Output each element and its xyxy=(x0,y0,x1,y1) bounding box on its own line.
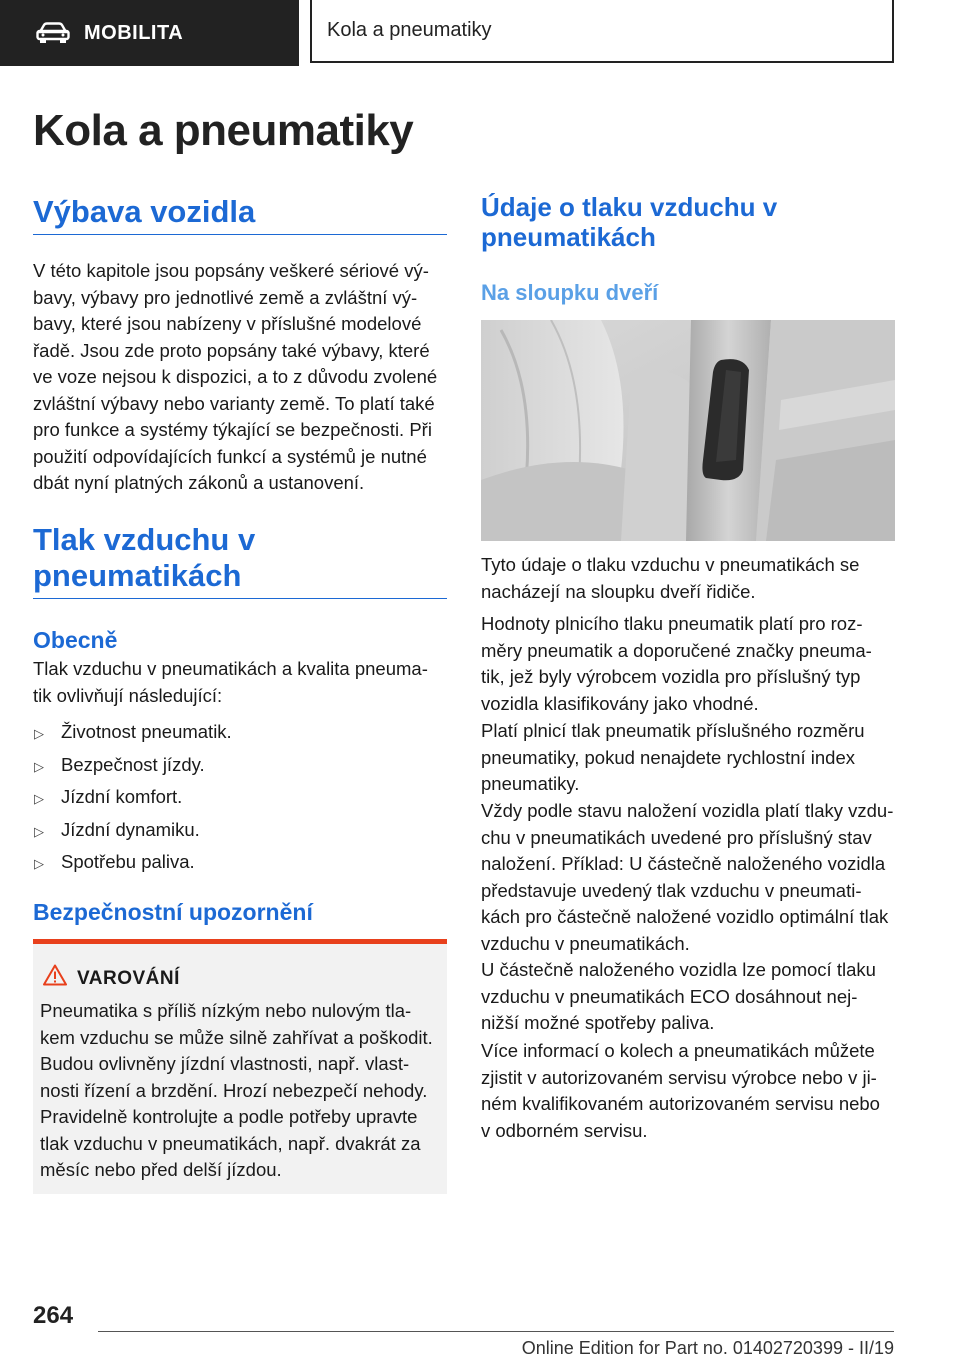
paragraph-3: Platí plnicí tlak pneumatik příslušného rozměru pneumatiky, pokud nenajdete rychlostní index pneumatiky. xyxy=(481,720,865,794)
heading-tlak: Tlak vzduchu v pneumatikách xyxy=(33,522,256,593)
warning-title: VAROVÁNÍ xyxy=(77,968,180,989)
heading-rule xyxy=(33,598,447,599)
section-tab[interactable] xyxy=(0,0,299,66)
heading-rule xyxy=(33,234,447,235)
bullet-triangle-icon: ▷ xyxy=(34,726,44,741)
heading-vybava: Výbava vozidla xyxy=(33,194,256,229)
heading-udaje: Údaje o tlaku vzduchu v pneumatikách xyxy=(481,192,778,252)
door-pillar-photo xyxy=(481,320,895,541)
footer-edition: Online Edition for Part no. 01402720399 - II/19 xyxy=(521,1338,894,1358)
page-title: Kola a pneumatiky xyxy=(33,106,414,155)
bullet-triangle-icon: ▷ xyxy=(34,823,44,839)
section-label: MOBILITA xyxy=(84,21,184,44)
warning-text: Pneumatika s příliš nízkým nebo nulovým tla‐ kem vzduchu se může silně zahřívat a poškodit. Budou ovlivněny jízdní vlastnosti, např. vlast‐ nosti řízení a brzdění. Hrozí nebezpečí nehody. Pravidelně kontrolujte a podle potřeby upravte tlak vzduchu v pneumatikách, např. dvakrát za měsíc nebo před delší jízdou. xyxy=(40,1000,433,1180)
chapter-label: Kola a pneumatiky xyxy=(327,19,492,41)
paragraph-6: Více informací o kolech a pneumatikách můžete zjistit v autorizovaném servisu výrobce nebo v ji‐ ném kvalifikovaném autorizovaném servisu nebo v odborném servisu. xyxy=(481,1040,880,1141)
list-item: ▷ Životnost pneumatik. xyxy=(33,719,447,752)
paragraph-obecne: Tlak vzduchu v pneumatikách a kvalita pneuma‐ tik ovlivňují následující: xyxy=(33,658,428,706)
list-item: ▷ Jízdní dynamiku. xyxy=(33,817,447,850)
warning-triangle-icon xyxy=(43,964,67,986)
heading-obecne: Obecně xyxy=(33,627,118,653)
paragraph-2: Hodnoty plnicího tlaku pneumatik platí pro roz‐ měry pneumatik a doporučené značky pneuma‐ tik, jež byly výrobcem vozidla pro příslušný typ vozidla klasifikovány jako vhodné. xyxy=(481,613,872,714)
bullet-triangle-icon: ▷ xyxy=(34,791,44,806)
bullet-list xyxy=(33,719,447,882)
heading-bezpecnost: Bezpečnostní upozornění xyxy=(33,899,313,925)
heading-sloupek: Na sloupku dveří xyxy=(481,280,659,305)
bullet-triangle-icon: ▷ xyxy=(34,856,44,871)
paragraph-1: Tyto údaje o tlaku vzduchu v pneumatikách se nacházejí na sloupku dveří řidiče. xyxy=(481,554,860,602)
list-item: ▷ Jízdní komfort. xyxy=(33,784,447,817)
paragraph-4: Vždy podle stavu naložení vozidla platí tlaky vzdu‐ chu v pneumatikách uvedené pro příslušný stav naložení. Příklad: U částečně naloženého vozidla představuje uvedený tlak vzduchu v pneumati‐ kách pro částečně naložené vozidlo optimální tlak vzduchu v pneumatikách. xyxy=(481,800,894,954)
paragraph-5: U částečně naloženého vozidla lze pomocí tlaku vzduchu v pneumatikách ECO dosáhnout nej‐ nižší možné spotřeby paliva. xyxy=(481,959,876,1033)
bullet-triangle-icon: ▷ xyxy=(34,758,44,774)
list-item: ▷ Spotřebu paliva. xyxy=(33,849,447,882)
footer-rule xyxy=(98,1331,894,1332)
paragraph-vybava: V této kapitole jsou popsány veškeré sériové vý‐ bavy, výbavy pro jednotlivé země a zvláštní vý‐ bavy, které jsou nabízeny v příslušné modelové řadě. Jsou zde proto popsány také výbavy, které ve voze nejsou k dispozici, a to z důvodu zvolené zvláštní výbavy nebo varianty země. To platí také pro funkce a systémy týkající se bezpečnosti. Při použití odpovídajících funkcí a systémů je nutné dbát nyní platných zákonů a ustanovení. xyxy=(33,260,438,493)
page-number: 264 xyxy=(33,1302,74,1329)
car-icon xyxy=(36,22,70,44)
warning-box xyxy=(33,944,447,1194)
list-item: ▷ Bezpečnost jízdy. xyxy=(33,752,447,785)
chapter-tab[interactable] xyxy=(310,0,894,63)
